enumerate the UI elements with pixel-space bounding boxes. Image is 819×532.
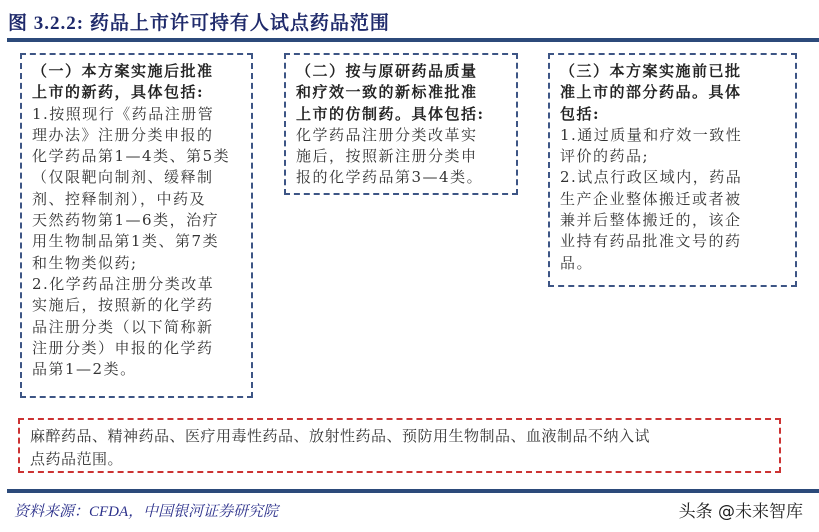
box-text-line: 1.通过质量和疗效一致性 bbox=[560, 125, 743, 144]
box-text-line: 品第1—2类。 bbox=[32, 360, 137, 379]
box-text-line: 报的化学药品第3—4类。 bbox=[296, 168, 484, 187]
box-heading-line: （三）本方案实施前已批 bbox=[560, 62, 742, 80]
box-text-line: 理办法》注册分类申报的 bbox=[32, 125, 214, 144]
box-existing-drugs bbox=[548, 53, 797, 287]
source-note: 资料来源：CFDA，中国银河证券研究院 bbox=[14, 504, 279, 520]
box-text-line: 施后，按照新注册分类申 bbox=[296, 147, 478, 166]
box-text-line: 2.试点行政区域内，药品 bbox=[560, 168, 743, 187]
box-text-line: 剂、控释制剂），中药及 bbox=[32, 189, 207, 208]
box-text-line: 化学药品注册分类改革实 bbox=[296, 125, 478, 144]
box-text-line: 品注册分类（以下简称新 bbox=[32, 317, 214, 336]
bottom-divider bbox=[7, 489, 819, 493]
watermark: 头条 @未来智库 bbox=[678, 502, 803, 522]
note-line: 麻醉药品、精神药品、医疗用毒性药品、放射性药品、预防用生物制品、血液制品不纳入试 bbox=[30, 427, 651, 445]
box-heading-line: 准上市的部分药品。具体 bbox=[560, 83, 742, 102]
top-divider bbox=[7, 38, 819, 42]
box-text-line: 注册分类）申报的化学药 bbox=[32, 338, 214, 357]
box-text-line: 评价的药品; bbox=[560, 147, 650, 166]
box-heading-line: （一）本方案实施后批准 bbox=[32, 62, 214, 80]
box-text-line: 天然药物第1—6类，治疗 bbox=[32, 211, 220, 230]
box-heading-line: 上市的新药，具体包括: bbox=[32, 83, 205, 102]
box-text-line: （仅限靶向制剂、缓释制 bbox=[32, 168, 214, 187]
box-text-line: 化学药品第1—4类、第5类 bbox=[32, 147, 231, 166]
box-new-drugs bbox=[20, 53, 253, 398]
note-line: 点药品范围。 bbox=[30, 450, 124, 468]
box-heading-line: 和疗效一致的新标准批准 bbox=[296, 83, 478, 102]
box-text-line: 和生物类似药; bbox=[32, 253, 138, 272]
box-heading-line: 包括: bbox=[560, 104, 601, 123]
box-generic-drugs bbox=[284, 53, 518, 195]
box-text-line: 兼并后整体搬迁的，该企 bbox=[560, 211, 742, 230]
figure-title: 图 3.2.2: 药品上市许可持有人试点药品范围 bbox=[8, 13, 390, 34]
box-text-line: 1.按照现行《药品注册管 bbox=[32, 104, 215, 123]
box-text-line: 用生物制品第1类、第7类 bbox=[32, 232, 220, 251]
box-text-line: 生产企业整体搬迁或者被 bbox=[560, 189, 742, 208]
box-text-line: 业持有药品批准文号的药 bbox=[560, 232, 742, 251]
box-exclusion-note bbox=[18, 418, 781, 473]
box-heading-line: （二）按与原研药品质量 bbox=[296, 62, 478, 80]
box-heading-line: 上市的仿制药。具体包括: bbox=[296, 104, 485, 123]
box-text-line: 实施后，按照新的化学药 bbox=[32, 296, 214, 315]
box-text-line: 品。 bbox=[560, 253, 594, 272]
box-text-line: 2.化学药品注册分类改革 bbox=[32, 274, 215, 293]
